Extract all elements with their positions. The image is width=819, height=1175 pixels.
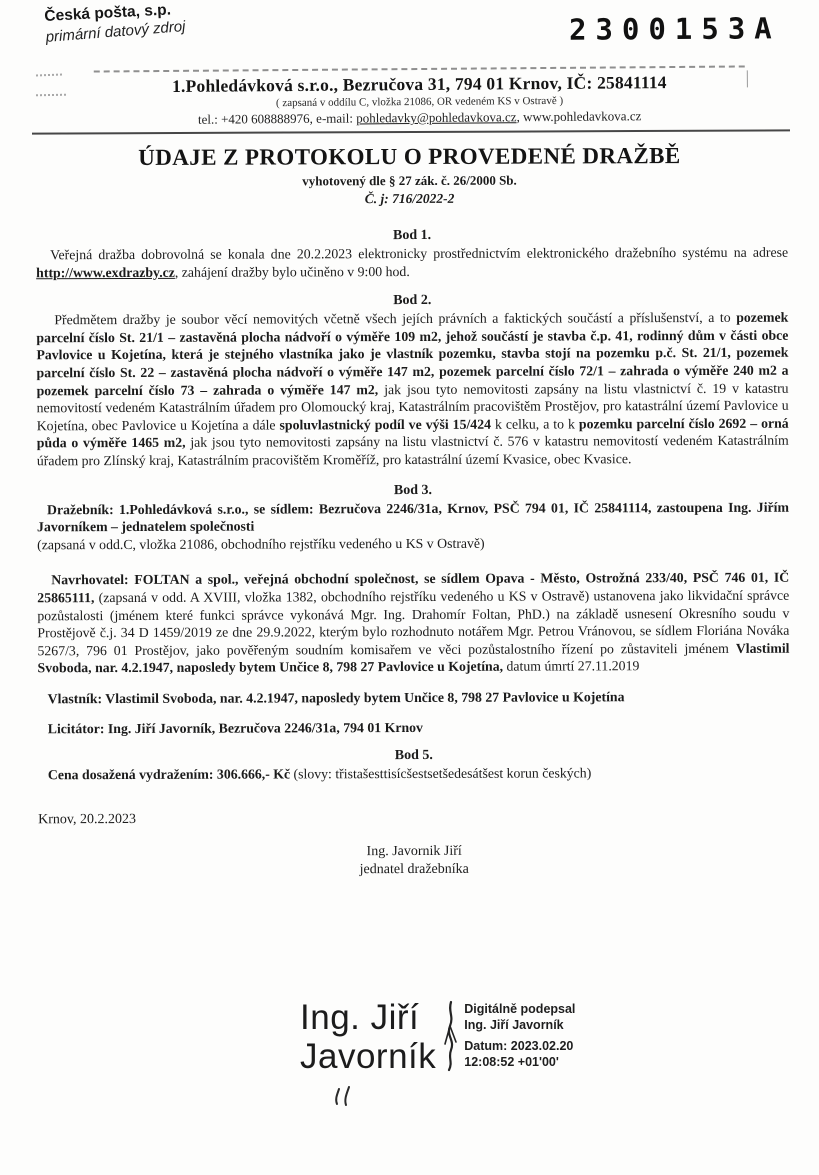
place-and-date: Krnov, 20.2.2023 <box>38 811 136 827</box>
sender-block <box>44 1 186 46</box>
letterhead <box>94 65 745 132</box>
digital-signature <box>300 998 575 1078</box>
website-link[interactable]: www.pohledavkova.cz <box>522 108 642 125</box>
signature-squiggle-icon <box>333 1085 367 1107</box>
bod3-heading: Bod 3. <box>393 482 433 498</box>
stamp-number: 2300153A <box>569 11 782 47</box>
bod5-heading: Bod 5. <box>394 747 433 764</box>
bod1-paragraph: Veřejná dražba dobrovolná se konala dne 20.2.2023 elektronicky prostřednictvím elektronického dražebního systému na adrese http://www.exdrazby.cz, zahájení dražby bylo učiněno v 9:00 hod. <box>36 244 789 280</box>
contact-prefix: tel.: +420 608888976, e-mail: <box>197 110 357 127</box>
signature-name: Ing. Jiří Javorník <box>300 998 437 1076</box>
document-body <box>36 226 790 881</box>
signer-name: Ing. Javornik Jiří <box>366 844 462 860</box>
signature-detail-line: Ing. Jiří Javorník <box>464 1017 564 1032</box>
title-block <box>0 142 819 209</box>
scan-artifact-dash <box>36 94 66 97</box>
signature-details <box>464 1002 575 1070</box>
drazebnik-registry-note: (zapsaná v odd.C, vložka 21086, obchodního rejstříku vedeného u KS v Ostravě) <box>37 535 485 553</box>
exdrazby-link[interactable]: http://www.exdrazby.cz <box>36 264 175 280</box>
bod1-heading: Bod 1. <box>392 227 432 244</box>
licitator-paragraph: Licitátor: Ing. Jiří Javorník, Bezručova 2246/31a, 794 01 Krnov <box>47 720 423 737</box>
letterhead-company-line: 1.Pohledávková s.r.o., Bezručova 31, 794 01 Krnov, IČ: 25841114 <box>171 72 667 96</box>
signer-role: jednatel dražebníka <box>359 862 469 878</box>
contact-separator: , <box>516 109 524 125</box>
signer-block <box>38 842 790 881</box>
bod2-paragraph: Předmětem dražby je soubor věcí nemovitých včetně všech jejích právních a faktických součástí a příslušenství, a to pozemek parcelní číslo St. 21/1 – zastavěná plocha nádvoří o výměře 109 m2, jehož součástí je stavba č.p. 41, rodinný dům v části obce Pavlovice u Kojetína, která je stejného vlastníka jako je vlastník pozemku, stavba stojí na pozemku p.č. St. 21/1, pozemek parcelní číslo St. 22 – zastavěná plocha nádvoří o výměře 147 m2, pozemek parcelní číslo 72/1 – zahrada o výměře 240 m2 a pozemek parcelní číslo 73 – zahrada o výměře 147 m2, jak jsou tyto nemovitosti zapsány na listu vlastnictví č. 19 v katastru nemovitostí vedeném Katastrálním úřadem pro Olomoucký kraj, Katastrálním pracovištěm Prostějov, pro katastrální území Pavlovice u Kojetína, obec Pavlovice u Kojetína a dále spoluvlastnický podíl ve výši 15/424 k celku, a to k pozemku parcelní číslo 2692 – orná půda o výměře 1465 m2, jak jsou tyto nemovitosti zapsány na listu vlastnictví č. 576 v katastru nemovitostí vedeném Katastrálním úřadem pro Zlínský kraj, Katastrálním pracovištěm Kroměříž, pro katastrální území Kvasice, obec Kvasice. <box>36 309 789 469</box>
bod2-heading: Bod 2. <box>393 293 432 309</box>
page-title: ÚDAJE Z PROTOKOLU O PROVEDENÉ DRAŽBĚ <box>138 143 681 170</box>
title-subtitle: vyhotovený dle § 27 zák. č. 26/2000 Sb. <box>302 172 517 189</box>
vlastnik-paragraph: Vlastník: Vlastimil Svoboda, nar. 4.2.1947, naposledy bytem Unčice 8, 798 27 Pavlovice u Kojetína <box>47 689 625 707</box>
cena-paragraph: Cena dosažená vydražením: 306.666,- Kč (slovy: třistašesttisícšestsetšedesátšest korun českých) <box>47 765 592 783</box>
email-link[interactable]: pohledavky@pohledavkova.cz <box>356 109 517 126</box>
letterhead-contact-line <box>94 106 745 132</box>
scan-artifact-dash <box>36 74 62 77</box>
drazebnik-paragraph: Dražebník: 1.Pohledávková s.r.o., se sídlem: Bezručova 2246/31a, Krnov, PSČ 794 01, IČ 25841114, zastoupena Ing. Jiřím Javorníkem – jednatelem společnosti <box>37 499 790 535</box>
signature-detail-line: Digitálně podepsal <box>464 1002 576 1016</box>
navrhovatel-paragraph: Navrhovatel: FOLTAN a spol., veřejná obchodní společnost, se sídlem Opava - Město, Ostrožná 233/40, PSČ 746 01, IČ 25865111, (zapsaná v odd. A XVIII, vložka 1382, obchodního rejstříku vedeného u KS v Ostravě) ustanovena jako likvidační správce pozůstalosti (jménem které funkci správce vykonává Mgr. Ing. Drahomír Foltan, PhD.) na základě usnesení Okresního soudu v Prostějově č.j. 34 D 1459/2019 ze dne 29.9.2022, kterým bylo rozhodnuto notářem Mgr. Petrou Vránovou, se sídlem Floriána Nováka 5267/3, 796 01 Prostějov, jako pověřeným soudním komisařem ve věci pozůstalostního řízení po zůstaviteli jménem Vlastimil Svoboda, nar. 4.2.1947, naposledy bytem Unčice 8, 798 27 Pavlovice u Kojetína, datum úmrtí 27.11.2019 <box>37 569 790 676</box>
signature-detail-line: Datum: 2023.02.20 <box>464 1039 574 1053</box>
sender-name: Česká pošta, s.p. <box>44 1 172 25</box>
sender-subtitle: primární datový zdroj <box>45 17 187 46</box>
signature-flourish-icon <box>442 1000 460 1078</box>
reference-number: Č. j: 716/2022-2 <box>364 190 455 207</box>
signature-detail-line: 12:08:52 +01'00' <box>464 1054 559 1069</box>
letterhead-registry-line: ( zapsaná v oddílu C, vložka 21086, OR vedeném KS v Ostravě ) <box>275 94 564 110</box>
